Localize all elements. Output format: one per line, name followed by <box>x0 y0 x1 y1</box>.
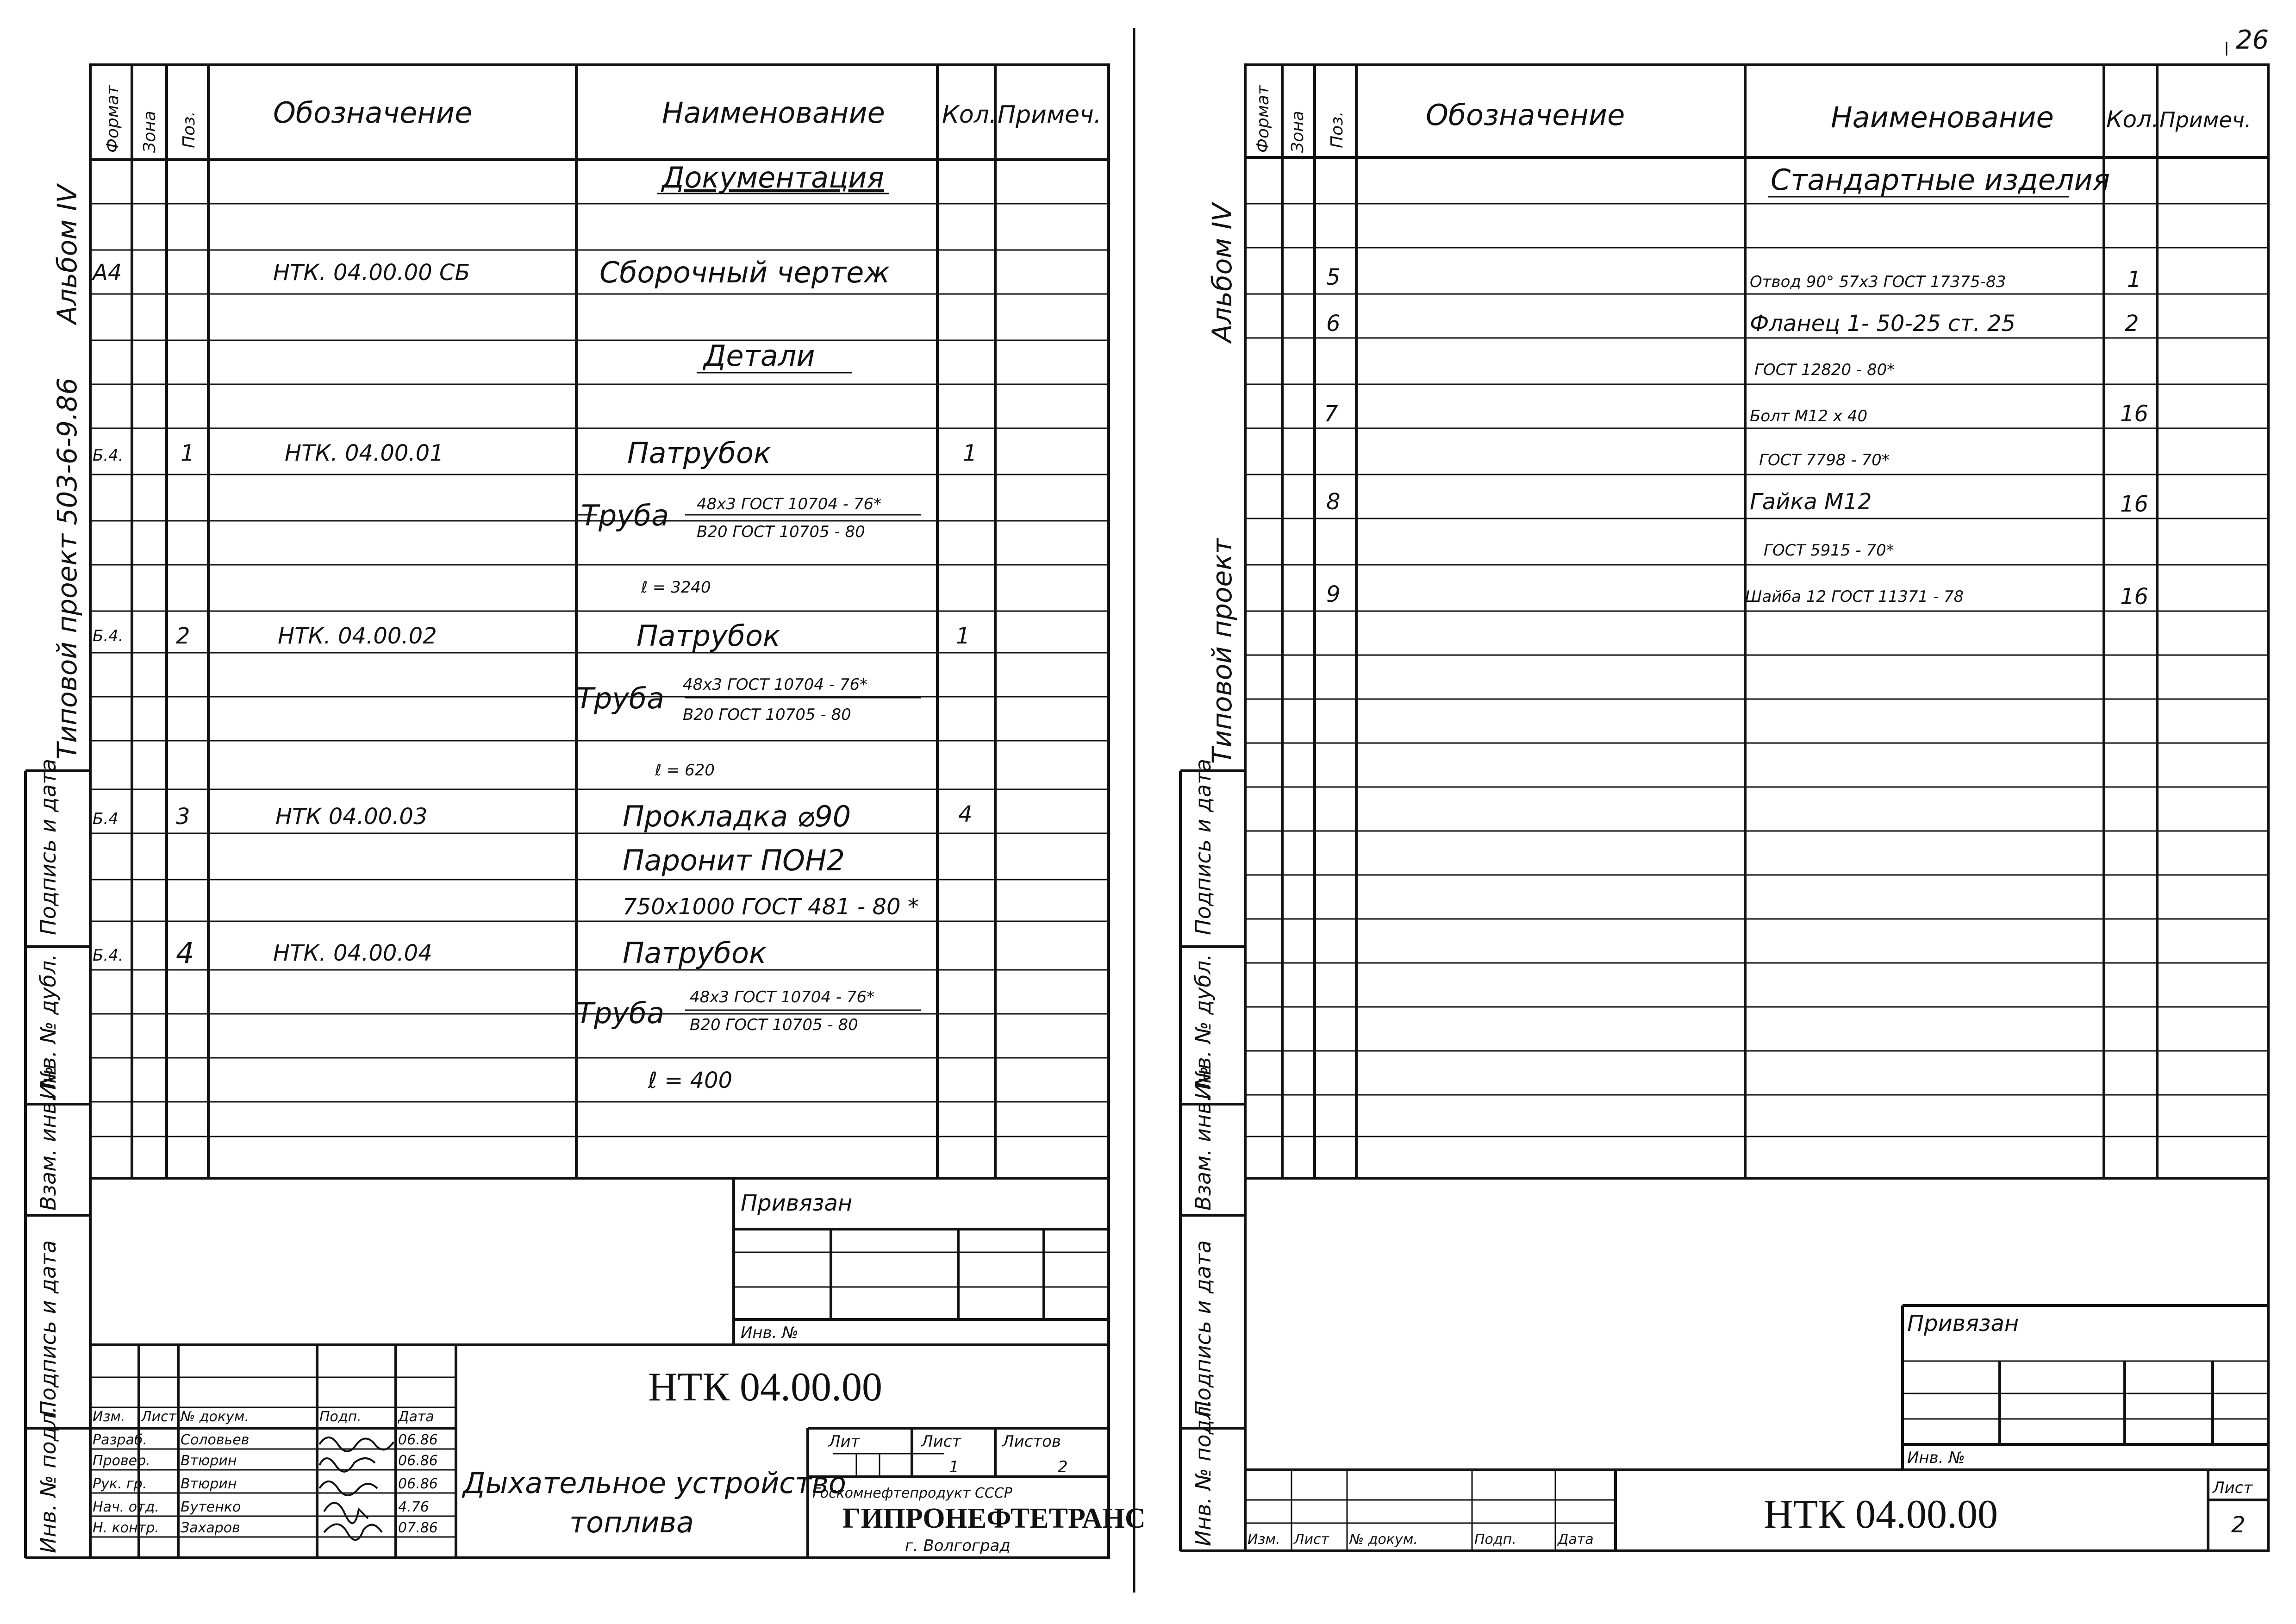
person-date: 06.86 <box>398 1432 438 1448</box>
item-name: ГОСТ 7798 - 70* <box>1759 451 1890 469</box>
row4-designation: НТК 04.00.03 <box>275 804 428 830</box>
item-qty: 16 <box>2120 401 2149 427</box>
row5-format: Б.4. <box>93 946 124 965</box>
col-pos-header: Поз. <box>180 111 199 148</box>
row2-name: Патрубок <box>627 436 771 470</box>
person-date: 07.86 <box>398 1520 438 1536</box>
row4-qty: 4 <box>958 801 973 827</box>
item-qty: 16 <box>2120 584 2149 610</box>
col-name-header: Наименование <box>1831 100 2054 134</box>
side-project-text: Типовой проект 503-6-9.86 <box>51 377 83 759</box>
row4-pos: 3 <box>176 804 190 830</box>
stamp-inv-label: Инв. № <box>1907 1449 1965 1467</box>
row2-pipe-num: 48x3 ГОСТ 10704 - 76* <box>697 495 882 513</box>
strip-inv-dup: Инв. № дубл. <box>36 954 61 1099</box>
side-album-text: Альбом IV <box>51 184 83 324</box>
person-name: Втюрин <box>181 1453 237 1469</box>
row5-pipe-den: В20 ГОСТ 10705 - 80 <box>690 1016 858 1034</box>
row3-qty: 1 <box>956 623 970 649</box>
strip-inv-orig: Инв. № подл. <box>36 1406 61 1553</box>
col-note-header: Примеч. <box>998 101 1102 129</box>
section-documentation: Документация <box>662 161 884 194</box>
row2-length: ℓ = 3240 <box>641 578 711 597</box>
right-sheet <box>1148 0 2296 1624</box>
stamp-doc-code: НТК 04.00.00 <box>1764 1492 1998 1537</box>
stamp-col-list: Лист <box>141 1409 177 1425</box>
row4-name: Прокладка ⌀90 <box>623 800 851 833</box>
row2-qty: 1 <box>963 440 977 466</box>
person-name: Втюрин <box>181 1476 237 1492</box>
stamp-col-sign: Подп. <box>1474 1531 1516 1548</box>
section-details: Детали <box>704 339 815 373</box>
strip-inv-dup: Инв. № дубл. <box>1191 954 1216 1099</box>
row5-designation: НТК. 04.00.04 <box>273 940 432 966</box>
row3-pipe-num: 48x3 ГОСТ 10704 - 76* <box>683 675 868 694</box>
stamp-org-city: г. Волгоград <box>905 1537 1011 1555</box>
person-role: Разраб. <box>93 1432 147 1448</box>
row3-pipe-label: Труба <box>576 681 665 715</box>
row4-format: Б.4 <box>93 810 119 828</box>
row1-name: Сборочный чертеж <box>599 256 890 289</box>
col-format-header: Формат <box>1254 85 1273 153</box>
col-designation-header: Обозначение <box>1426 98 1625 132</box>
item-qty: 16 <box>2120 491 2149 517</box>
row5-pipe-label: Труба <box>576 996 665 1030</box>
row2-pipe-label: Труба <box>581 499 669 532</box>
stamp-col-date: Дата <box>398 1409 434 1425</box>
row3-format: Б.4. <box>93 627 124 645</box>
row1-format: А4 <box>93 260 122 286</box>
item-name: Гайка М12 <box>1750 489 1872 515</box>
row2-pos: 1 <box>181 440 195 466</box>
person-date: 06.86 <box>398 1453 438 1469</box>
person-role: Н. контр. <box>93 1520 159 1536</box>
stamp-col-doc: № докум. <box>181 1409 249 1425</box>
stamp-sheet-label: Лист <box>2213 1479 2253 1497</box>
col-qty-header: Кол. <box>2106 106 2159 133</box>
stamp-col-doc: № докум. <box>1349 1531 1418 1548</box>
row2-pipe-den: В20 ГОСТ 10705 - 80 <box>697 523 865 541</box>
row3-pipe-den: В20 ГОСТ 10705 - 80 <box>683 706 851 724</box>
side-project-text: Типовой проект <box>1206 538 1238 764</box>
col-zone-header: Зона <box>140 111 159 153</box>
row4-gost: 750x1000 ГОСТ 481 - 80 * <box>623 894 919 920</box>
stamp-org-ministry: Госкомнефтепродукт СССР <box>812 1485 1012 1501</box>
col-zone-header: Зона <box>1288 111 1307 153</box>
stamp-sheet-label: Лист <box>921 1432 961 1451</box>
row5-name: Патрубок <box>623 936 767 970</box>
stamp-title-line1: Дыхательное устройство <box>463 1466 846 1500</box>
person-role: Провер. <box>93 1453 150 1469</box>
stamp-inv-label: Инв. № <box>741 1324 799 1342</box>
stamp-sheet-value: 2 <box>2231 1512 2246 1538</box>
strip-repl-inv: Взам. инв. № <box>36 1066 61 1211</box>
strip-sign-date-1: Подпись и дата <box>1191 758 1216 935</box>
item-name: Фланец 1- 50-25 ст. 25 <box>1750 311 2016 337</box>
person-name: Бутенко <box>181 1499 241 1515</box>
col-note-header: Примеч. <box>2159 107 2252 132</box>
row1-designation: НТК. 04.00.00 СБ <box>273 260 470 286</box>
stamp-col-izm: Изм. <box>1248 1531 1280 1548</box>
stamp-org-name: ГИПРОНЕФТЕТРАНС <box>842 1503 1146 1534</box>
item-pos: 9 <box>1326 581 1341 607</box>
item-name: ГОСТ 12820 - 80* <box>1754 361 1895 379</box>
row5-length: ℓ = 400 <box>648 1068 733 1093</box>
col-format-header: Формат <box>103 85 122 153</box>
person-role: Рук. гр. <box>93 1476 147 1492</box>
row3-pos: 2 <box>176 623 190 649</box>
person-role: Нач. отд. <box>93 1499 159 1515</box>
item-pos: 6 <box>1326 311 1341 337</box>
stamp-col-izm: Изм. <box>93 1409 125 1425</box>
item-pos: 8 <box>1326 489 1341 515</box>
strip-sign-date-1: Подпись и дата <box>36 758 61 935</box>
row3-designation: НТК. 04.00.02 <box>278 623 437 649</box>
item-qty: 2 <box>2125 311 2139 337</box>
stamp-lit-label: Лит <box>829 1432 860 1451</box>
strip-repl-inv: Взам. инв. № <box>1191 1066 1216 1211</box>
stamp-doc-code: НТК 04.00.00 <box>648 1365 882 1410</box>
stamp-title-line2: топлива <box>569 1505 694 1539</box>
stamp-sheet-value: 1 <box>949 1458 959 1476</box>
item-name: Шайба 12 ГОСТ 11371 - 78 <box>1745 587 1964 606</box>
row5-pipe-num: 48x3 ГОСТ 10704 - 76* <box>690 988 875 1006</box>
item-pos: 5 <box>1326 264 1341 290</box>
stamp-bound-label: Привязан <box>1907 1311 2019 1337</box>
row2-designation: НТК. 04.00.01 <box>285 440 444 466</box>
person-date: 06.86 <box>398 1476 438 1492</box>
col-name-header: Наименование <box>662 96 885 130</box>
col-designation-header: Обозначение <box>273 96 473 130</box>
item-qty: 1 <box>2127 267 2141 293</box>
strip-sign-date-2: Подпись и дата <box>1191 1240 1216 1417</box>
person-date: 4.76 <box>398 1499 429 1515</box>
page-number: 26 <box>2236 25 2269 55</box>
signatures <box>319 1437 393 1540</box>
col-pos-header: Поз. <box>1328 111 1347 148</box>
item-name: Болт М12 x 40 <box>1750 407 1868 425</box>
row5-pos: 4 <box>176 936 194 970</box>
stamp-col-date: Дата <box>1558 1531 1594 1548</box>
side-album-text: Альбом IV <box>1206 203 1238 343</box>
person-name: Соловьев <box>181 1432 250 1448</box>
stamp-bound-label: Привязан <box>741 1190 853 1216</box>
row4-material: Паронит ПОН2 <box>623 843 845 877</box>
strip-inv-orig: Инв. № подл. <box>1191 1399 1216 1546</box>
row2-format: Б.4. <box>93 446 124 465</box>
section-standard-items: Стандартные изделия <box>1771 163 2110 197</box>
strip-sign-date-2: Подпись и дата <box>36 1240 61 1417</box>
item-pos: 7 <box>1324 401 1338 427</box>
item-name: ГОСТ 5915 - 70* <box>1764 541 1894 560</box>
row3-name: Патрубок <box>636 619 780 653</box>
person-name: Захаров <box>181 1520 240 1536</box>
col-qty-header: Кол. <box>942 101 997 129</box>
item-name: Отвод 90° 57x3 ГОСТ 17375-83 <box>1750 273 2006 291</box>
stamp-sheets-label: Листов <box>1002 1432 1061 1451</box>
stamp-col-list: Лист <box>1294 1531 1329 1548</box>
stamp-sheets-value: 2 <box>1058 1458 1068 1476</box>
stamp-col-sign: Подп. <box>319 1409 362 1425</box>
row3-length: ℓ = 620 <box>655 761 715 780</box>
